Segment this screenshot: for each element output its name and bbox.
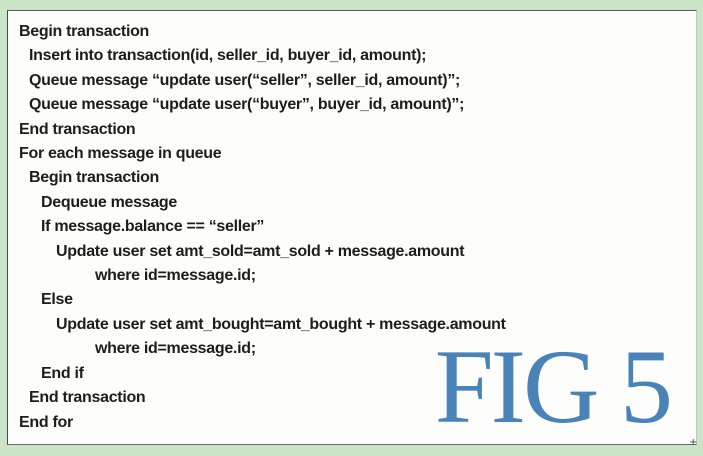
figure-label: FIG 5 — [434, 328, 670, 445]
code-line: Queue message “update user(“buyer”, buyer_id, amount)”; — [29, 96, 465, 114]
code-line: If message.balance == “seller” — [41, 218, 265, 236]
code-line: Insert into transaction(id, seller_id, buyer_id, amount); — [29, 47, 427, 65]
code-line: where id=message.id; — [95, 340, 256, 358]
code-line: For each message in queue — [19, 145, 222, 163]
code-line: Update user set amt_sold=amt_sold + message.amount — [56, 242, 465, 260]
code-line: Begin transaction — [29, 169, 160, 187]
code-line: Update user set amt_bought=amt_bought + message.amount — [56, 315, 506, 333]
code-line: Queue message “update user(“seller”, seller_id, amount)”; — [29, 71, 461, 89]
code-line: End transaction — [29, 389, 146, 407]
plus-mark-icon: + — [689, 437, 698, 448]
code-line: Begin transaction — [19, 23, 150, 40]
code-panel — [7, 10, 697, 445]
code-line: End for — [19, 413, 73, 431]
code-line: where id=message.id; — [95, 267, 256, 285]
pseudocode — [19, 20, 506, 435]
code-line: Else — [41, 291, 73, 309]
code-line: End transaction — [19, 120, 136, 138]
code-line: End if — [41, 364, 84, 382]
code-line: Dequeue message — [41, 193, 178, 211]
